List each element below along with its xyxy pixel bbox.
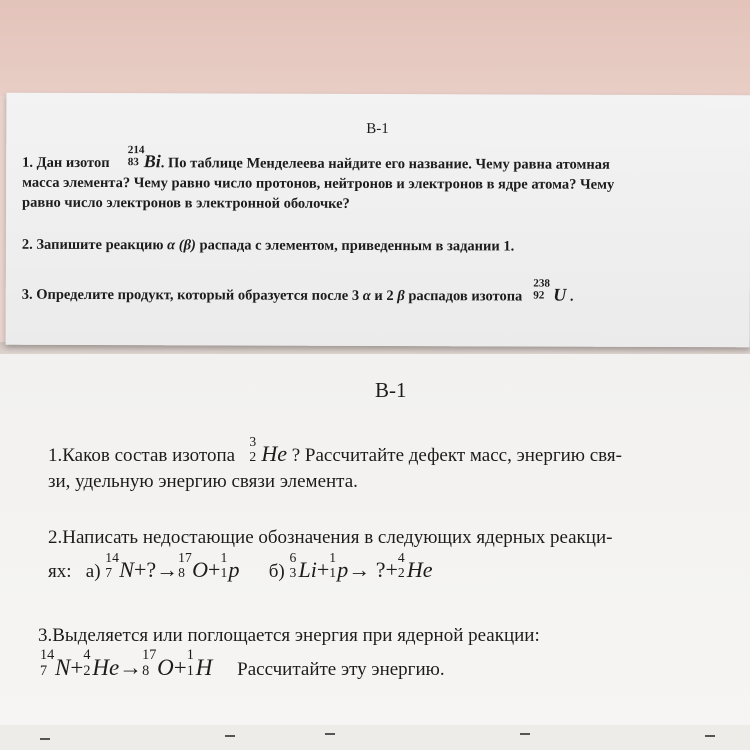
sheet2-title: В-1 [375,378,407,402]
nuclide-he: 4 2 He [83,647,120,680]
worksheet-bottom [0,354,750,726]
nuclide-he: 4 2 He [397,549,433,582]
nuclide-p: 1 1 p [329,549,349,582]
nuclide-li: 6 3 Li [289,549,317,582]
cut-mark [325,733,335,735]
sheet1-question-2: 2. Запишите реакцию α (β) распада с элементом, приведенным в задании 1. [21,236,515,255]
reaction-a: 14 7 N+?→ 17 8 O+ 1 1 p [105,549,240,582]
cut-mark [520,733,530,735]
sheet1-q1-line3: равно число электронов в электронной оболочке? [22,194,350,212]
reaction-b: 6 3 Li+ 1 1 p→ ?+ 4 2 He [289,549,433,582]
sheet1-title: В-1 [366,120,389,138]
isotope-he: 3 2 He [249,433,287,466]
nuclide-o: 17 8 O [178,549,209,582]
sheet2-q1-line2: зи, удельную энергию связи элемента. [48,471,358,492]
sheet1-question-1 [22,144,610,175]
nuclide-h: 1 1 H [186,647,213,680]
q1-suffix: . По таблице Менделеева найдите его название. Чему равна атомная [160,155,610,173]
background-bottom [0,725,750,750]
sheet2-question-1: 1.Каков состав изотопа 3 2 He ? Рассчитайте дефект масс, энергию свя- [48,433,622,466]
reaction-3: 14 7 N+ 4 2 He→ 17 8 O+ 1 1 H [40,647,213,680]
sheet2-q3-line1: 3.Выделяется или поглощается энергия при ядерной реакции: [38,625,540,646]
isotope-u: 238 92 U [533,277,567,305]
background-top [0,0,750,96]
worksheet-top [6,93,750,348]
nuclide-n: 14 7 N [105,549,134,582]
q1-prefix: 1. Дан изотоп [22,154,110,172]
nuclide-n: 14 7 N [40,647,71,680]
nuclide-p: 1 1 p [220,549,240,582]
cut-mark [705,735,715,737]
nuclide-o: 17 8 O [142,647,174,680]
sheet2-q3-line2: 14 7 N+ 4 2 He→ 17 8 O+ 1 1 H Рассчитайте эту энергию. [40,647,445,680]
sheet2-q2-line1: 2.Написать недостающие обозначения в следующих ядерных реакци- [48,527,613,548]
sheet1-question-3: 3. Определите продукт, который образуется после 3 α и 2 β распадов изотопа 238 92 U . [21,277,574,305]
cut-mark [40,738,50,740]
isotope-bi: 214 83 Bi [127,144,161,172]
cut-mark [225,735,235,737]
sheet1-q1-line2: масса элемента? Чему равно число протонов, нейтронов и электронов в ядре атома? Чему [22,174,615,193]
sheet2-q2-line2: ях: а) 14 7 N+?→ 17 8 O+ 1 1 p б) 6 3 Li+ 1 1 p→ ?+ 4 2 He [48,549,433,582]
